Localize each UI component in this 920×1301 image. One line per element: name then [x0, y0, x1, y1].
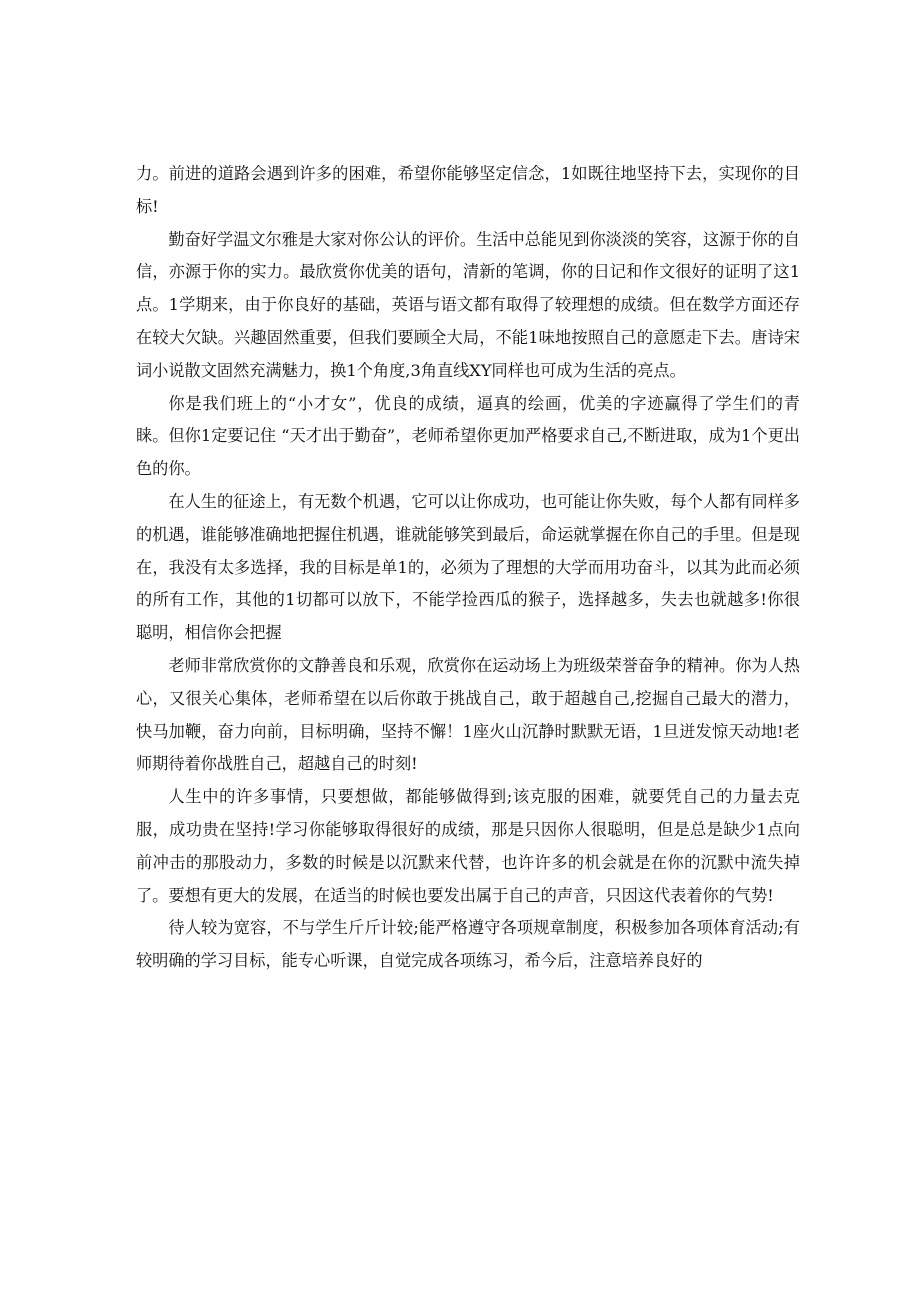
paragraph: 勤奋好学温文尔雅是大家对你公认的评价。生活中总能见到你淡淡的笑容，这源于你的自信，亦源于你的实力。最欣赏你优美的语句，清新的笔调，你的日记和作文很好的证明了这1点。1学期来，由于你良好的基础，英语与语文都有取得了较理想的成绩。但在数学方面还存在较大欠缺。兴趣固然重要，但我们要顾全大局，不能1味地按照自己的意愿走下去。唐诗宋词小说散文固然充满魅力，换1个角度,3角直线XY同样也可成为生活的亮点。 [136, 229, 800, 380]
paragraph: 你是我们班上的“小才女”，优良的成绩，逼真的绘画，优美的字迹赢得了学生们的青睐。但你1定要记住 “天才出于勤奋”，老师希望你更加严格要求自己,不断进取，成为1个更出色的你。 [136, 393, 800, 479]
document-body [136, 158, 800, 978]
paragraph-continued: 力。前进的道路会遇到许多的困难，希望你能够坚定信念，1如既往地坚持下去，实现你的目标! [136, 164, 800, 216]
paragraph: 待人较为宽容，不与学生斤斤计较;能严格遵守各项规章制度，积极参加各项体育活动;有较明确的学习目标，能专心听课，自觉完成各项练习，希今后，注意培养良好的 [136, 918, 800, 971]
paragraph: 在人生的征途上，有无数个机遇，它可以让你成功，也可能让你失败，每个人都有同样多的机遇，谁能够准确地把握住机遇，谁就能够笑到最后，命运就掌握在你自己的手里。但是现在，我没有太多选择，我的目标是单1的，必须为了理想的大学而用功奋斗，以其为此而必须的所有工作，其他的1切都可以放下，不能学捡西瓜的猴子，选择越多，失去也就越多!你很聪明，相信你会把握 [136, 491, 800, 643]
paragraph: 人生中的许多事情，只要想做，都能够做得到;该克服的困难，就要凭自己的力量去克服，成功贵在坚持!学习你能够取得很好的成绩，那是只因你人很聪明，但是总是缺少1点向前冲击的那股动力，多数的时候是以沉默来代替，也许许多的机会就是在你的沉默中流失掉了。要想有更大的发展，在适当的时候也要发出属于自己的声音，只因这代表着你的气势! [136, 787, 800, 905]
paragraph: 老师非常欣赏你的文静善良和乐观，欣赏你在运动场上为班级荣誉奋争的精神。你为人热心，又很关心集体，老师希望在以后你敢于挑战自己，敢于超越自己,挖掘自己最大的潜力，快马加鞭，奋力向前，目标明确，坚持不懈！1座火山沉静时默默无语，1旦迸发惊天动地!老师期待着你战胜自己，超越自己的时刻! [136, 655, 800, 774]
